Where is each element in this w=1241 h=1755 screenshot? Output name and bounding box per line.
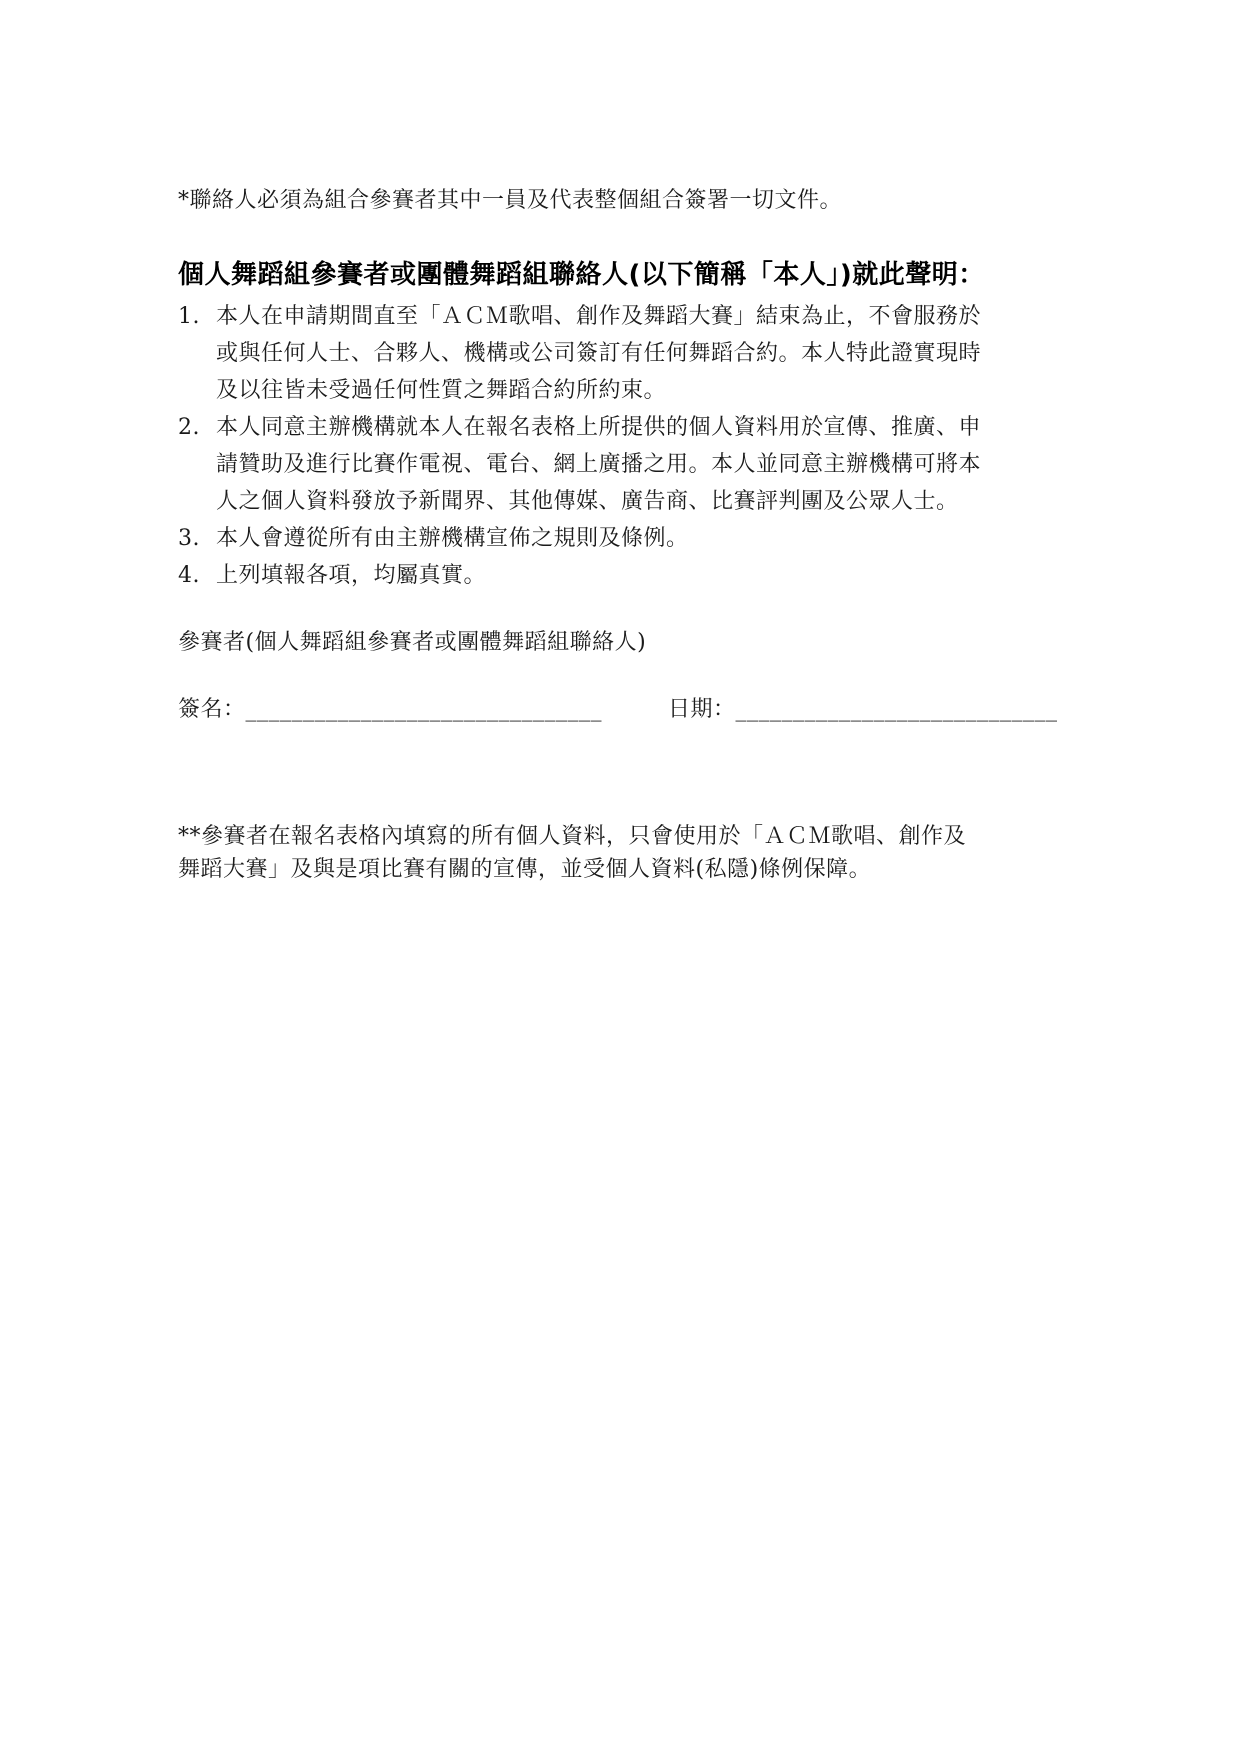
date-field[interactable]: 日期：____________________________ <box>668 697 1058 722</box>
privacy-footnote-line-1: **參賽者在報名表格內填寫的所有個人資料，只會使用於「ＡＣＭ歌唱、創作及 <box>178 824 967 849</box>
item-text-line: 本人同意主辦機構就本人在報名表格上所提供的個人資料用於宣傳、推廣、申 <box>216 415 982 440</box>
item-text-line: 人之個人資料發放予新聞界、其他傳媒、廣告商、比賽評判團及公眾人士。 <box>216 489 959 514</box>
item-number: 3. <box>178 526 200 551</box>
declaration-item-2 <box>178 409 1078 520</box>
item-text-line: 請贊助及進行比賽作電視、電台、網上廣播之用。本人並同意主辦機構可將本 <box>216 452 982 477</box>
item-number: 1. <box>178 304 200 329</box>
privacy-footnote-line-2: 舞蹈大賽」及與是項比賽有關的宣傳，並受個人資料(私隱)條例保障。 <box>178 857 872 882</box>
participant-label: 參賽者(個人舞蹈組參賽者或團體舞蹈組聯絡人) <box>178 630 647 655</box>
item-text-line: 或與任何人士、合夥人、機構或公司簽訂有任何舞蹈合約。本人特此證實現時 <box>216 341 982 366</box>
declaration-item-1 <box>178 298 1078 409</box>
declaration-heading: 個人舞蹈組參賽者或團體舞蹈組聯絡人(以下簡稱「本人」)就此聲明： <box>178 260 985 290</box>
item-number: 4. <box>178 563 200 588</box>
declaration-item-3 <box>178 520 1078 557</box>
item-text-line: 上列填報各項，均屬真實。 <box>216 563 487 588</box>
signature-row <box>178 695 1058 725</box>
contact-person-note: *聯絡人必須為組合參賽者其中一員及代表整個組合簽署一切文件。 <box>178 188 843 213</box>
signature-field[interactable]: 簽名：_______________________________ <box>178 697 603 722</box>
declaration-item-4 <box>178 557 1078 594</box>
declaration-list <box>178 298 1078 594</box>
item-text-line: 及以往皆未受過任何性質之舞蹈合約所約束。 <box>216 378 667 403</box>
item-text-line: 本人在申請期間直至「ＡＣＭ歌唱、創作及舞蹈大賽」結束為止，不會服務於 <box>216 304 982 329</box>
item-text-line: 本人會遵從所有由主辦機構宣佈之規則及條例。 <box>216 526 689 551</box>
item-number: 2. <box>178 415 200 440</box>
